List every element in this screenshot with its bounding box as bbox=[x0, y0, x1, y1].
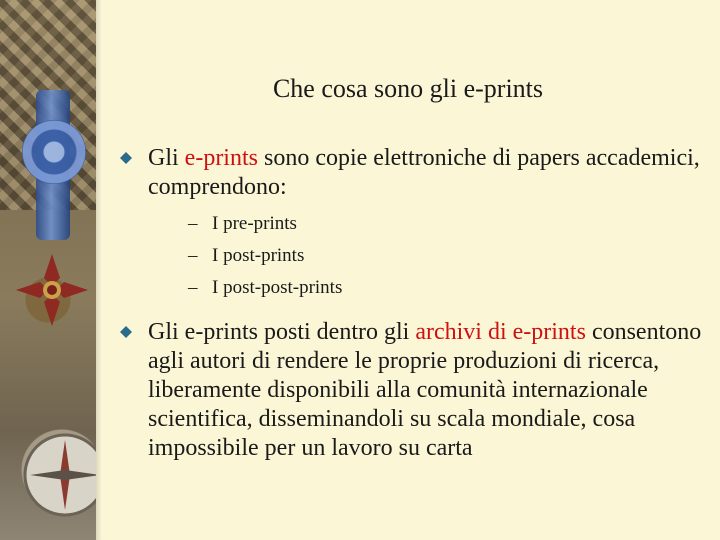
sub-item-text: I pre-prints bbox=[212, 213, 297, 234]
bullet-highlight: archivi di e-prints bbox=[415, 319, 586, 345]
decorative-side-image bbox=[0, 0, 96, 540]
bullet-text-lead: Gli bbox=[148, 319, 185, 345]
dash-marker: – bbox=[188, 245, 198, 266]
slide-content bbox=[118, 144, 708, 477]
compass-icon bbox=[20, 420, 96, 530]
sub-item bbox=[178, 208, 708, 240]
diamond-bullet-icon bbox=[120, 152, 132, 164]
dash-marker: – bbox=[188, 277, 198, 298]
dash-marker: – bbox=[188, 213, 198, 234]
diamond-bullet-icon bbox=[120, 326, 132, 338]
bullet-text-rest: sono copie elettroniche di papers accademici, comprendono: bbox=[148, 145, 700, 200]
sub-item bbox=[178, 272, 708, 304]
sub-item-text: I post-prints bbox=[212, 245, 305, 266]
medal-rosette-graphic bbox=[22, 120, 86, 184]
bullet-strong: e-prints bbox=[184, 319, 258, 345]
bullet-item bbox=[118, 318, 708, 463]
bullet-text-rest: consentono agli autori di rendere le proprie produzioni di ricerca, liberamente disponibili alla comunità internazionale scientifica, disseminandoli su scala mondiale, cosa impossibile per un lavoro su carta bbox=[148, 319, 702, 461]
bullet-text-lead: Gli bbox=[148, 145, 185, 171]
sub-list bbox=[178, 208, 708, 304]
bullet-text-middle: posti dentro gli bbox=[257, 319, 416, 345]
bullet-item bbox=[118, 144, 708, 304]
medal-cross-icon bbox=[12, 250, 92, 330]
slide-title: Che cosa sono gli e-prints bbox=[272, 74, 544, 103]
sub-item bbox=[178, 240, 708, 272]
sub-item-text: I post-post-prints bbox=[212, 277, 343, 298]
bullet-highlight: e-prints bbox=[184, 145, 258, 171]
